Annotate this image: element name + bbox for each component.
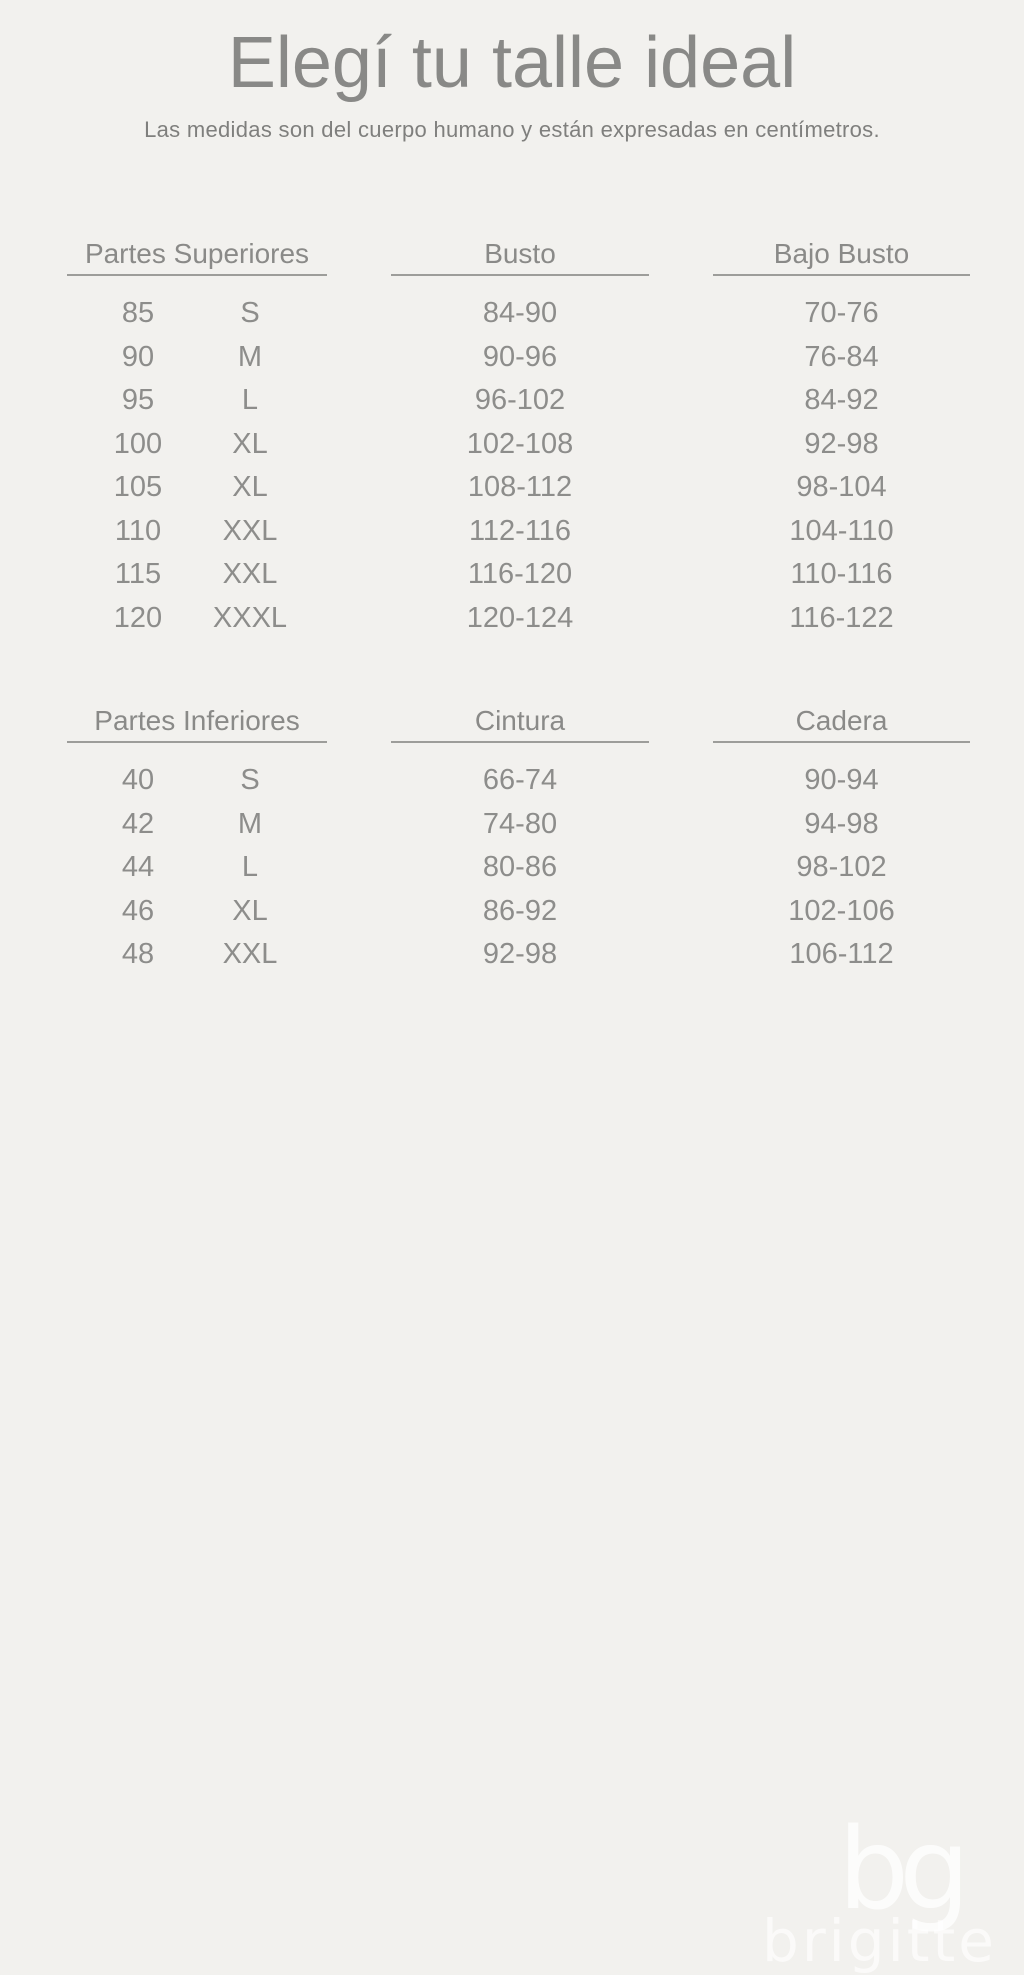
- table-row: [67, 292, 970, 336]
- measure-range-1: 102-108: [466, 427, 574, 460]
- size-number: 90: [121, 340, 155, 373]
- measure-range-1: 66-74: [482, 764, 558, 797]
- brand-name: brigitte: [762, 1907, 997, 1975]
- table-row: [67, 379, 970, 423]
- size-letter: XXL: [222, 558, 278, 591]
- lower-body-section: [67, 706, 970, 976]
- lower-header-row: [67, 706, 970, 743]
- size-letter: L: [241, 384, 259, 417]
- measure-range-2: 106-112: [789, 938, 894, 971]
- table-row: [67, 802, 970, 846]
- table-row: [67, 509, 970, 553]
- table-row: [67, 335, 970, 379]
- column-header-partes-inferiores: Partes Inferiores: [67, 706, 327, 743]
- size-cell: [67, 515, 327, 548]
- table-row: [67, 596, 970, 640]
- measure-range-1: 108-112: [467, 471, 573, 504]
- lower-body-rows: [67, 759, 970, 977]
- measure-range-1: 86-92: [482, 894, 558, 927]
- size-letter: XXL: [222, 514, 278, 547]
- column-header-partes-superiores: Partes Superiores: [67, 239, 327, 276]
- table-row: [67, 889, 970, 933]
- size-cell: [67, 808, 327, 841]
- size-number: 115: [114, 558, 162, 591]
- size-letter: XXXL: [212, 601, 288, 634]
- measure-range-2: 90-94: [804, 764, 879, 797]
- table-row: [67, 553, 970, 597]
- table-row: [67, 422, 970, 466]
- size-number: 40: [121, 764, 155, 797]
- size-letter: S: [240, 297, 260, 330]
- measure-range-1: 120-124: [466, 601, 574, 634]
- column-header-cintura: Cintura: [391, 706, 649, 743]
- size-cell: [67, 558, 327, 591]
- table-row: [67, 466, 970, 510]
- size-number: 46: [121, 894, 155, 927]
- table-row: [67, 933, 970, 977]
- size-cell: [67, 938, 327, 971]
- size-letter: L: [241, 851, 259, 884]
- measure-range-1: 96-102: [474, 384, 566, 417]
- column-header-cadera: Cadera: [713, 706, 970, 743]
- size-letter: M: [237, 807, 263, 840]
- measure-range-1: 92-98: [482, 938, 558, 971]
- table-row: [67, 759, 970, 803]
- size-number: 100: [113, 427, 163, 460]
- size-cell: [67, 384, 327, 417]
- measure-range-2: 84-92: [804, 384, 879, 417]
- size-letter: XL: [232, 427, 268, 460]
- upper-header-row: [67, 239, 970, 276]
- size-cell: [67, 297, 327, 330]
- size-cell: [67, 851, 327, 884]
- measure-range-1: 84-90: [482, 297, 558, 330]
- measure-range-2: 104-110: [789, 514, 894, 547]
- measure-range-1: 112-116: [468, 514, 572, 547]
- measure-range-1: 90-96: [482, 340, 558, 373]
- page-subtitle: Las medidas son del cuerpo humano y están expresadas en centímetros.: [144, 116, 880, 142]
- size-letter: M: [237, 340, 263, 373]
- upper-body-rows: [67, 292, 970, 640]
- size-cell: [67, 341, 327, 374]
- size-letter: XXL: [222, 938, 278, 971]
- brand-logo: bg: [838, 1805, 961, 1936]
- measure-range-1: 116-120: [467, 558, 573, 591]
- size-number: 42: [121, 807, 155, 840]
- size-guide-page: [0, 22, 1024, 1975]
- size-cell: [67, 764, 327, 797]
- measure-range-2: 98-104: [796, 471, 887, 504]
- size-chart: [67, 239, 970, 976]
- measure-range-2: 92-98: [804, 427, 879, 460]
- size-letter: XL: [232, 894, 268, 927]
- size-number: 120: [113, 601, 163, 634]
- size-number: 48: [121, 938, 155, 971]
- measure-range-2: 110-116: [790, 558, 893, 591]
- column-header-bajo-busto: Bajo Busto: [713, 239, 970, 276]
- measure-range-2: 98-102: [796, 851, 887, 884]
- column-header-busto: Busto: [391, 239, 649, 276]
- size-number: 110: [114, 514, 162, 547]
- size-number: 44: [121, 851, 155, 884]
- measure-range-2: 76-84: [804, 340, 879, 373]
- measure-range-2: 70-76: [804, 297, 879, 330]
- size-cell: [67, 471, 327, 504]
- measure-range-1: 74-80: [482, 807, 558, 840]
- page-title: Elegí tu talle ideal: [227, 23, 797, 103]
- size-number: 95: [121, 384, 155, 417]
- size-letter: S: [240, 764, 260, 797]
- measure-range-2: 116-122: [789, 601, 894, 634]
- measure-range-2: 102-106: [788, 894, 895, 927]
- table-row: [67, 846, 970, 890]
- measure-range-1: 80-86: [482, 851, 558, 884]
- size-cell: [67, 602, 327, 635]
- size-number: 105: [113, 471, 163, 504]
- size-letter: XL: [232, 471, 268, 504]
- upper-body-section: [67, 239, 970, 640]
- measure-range-2: 94-98: [804, 807, 879, 840]
- size-number: 85: [121, 297, 155, 330]
- size-cell: [67, 428, 327, 461]
- size-cell: [67, 895, 327, 928]
